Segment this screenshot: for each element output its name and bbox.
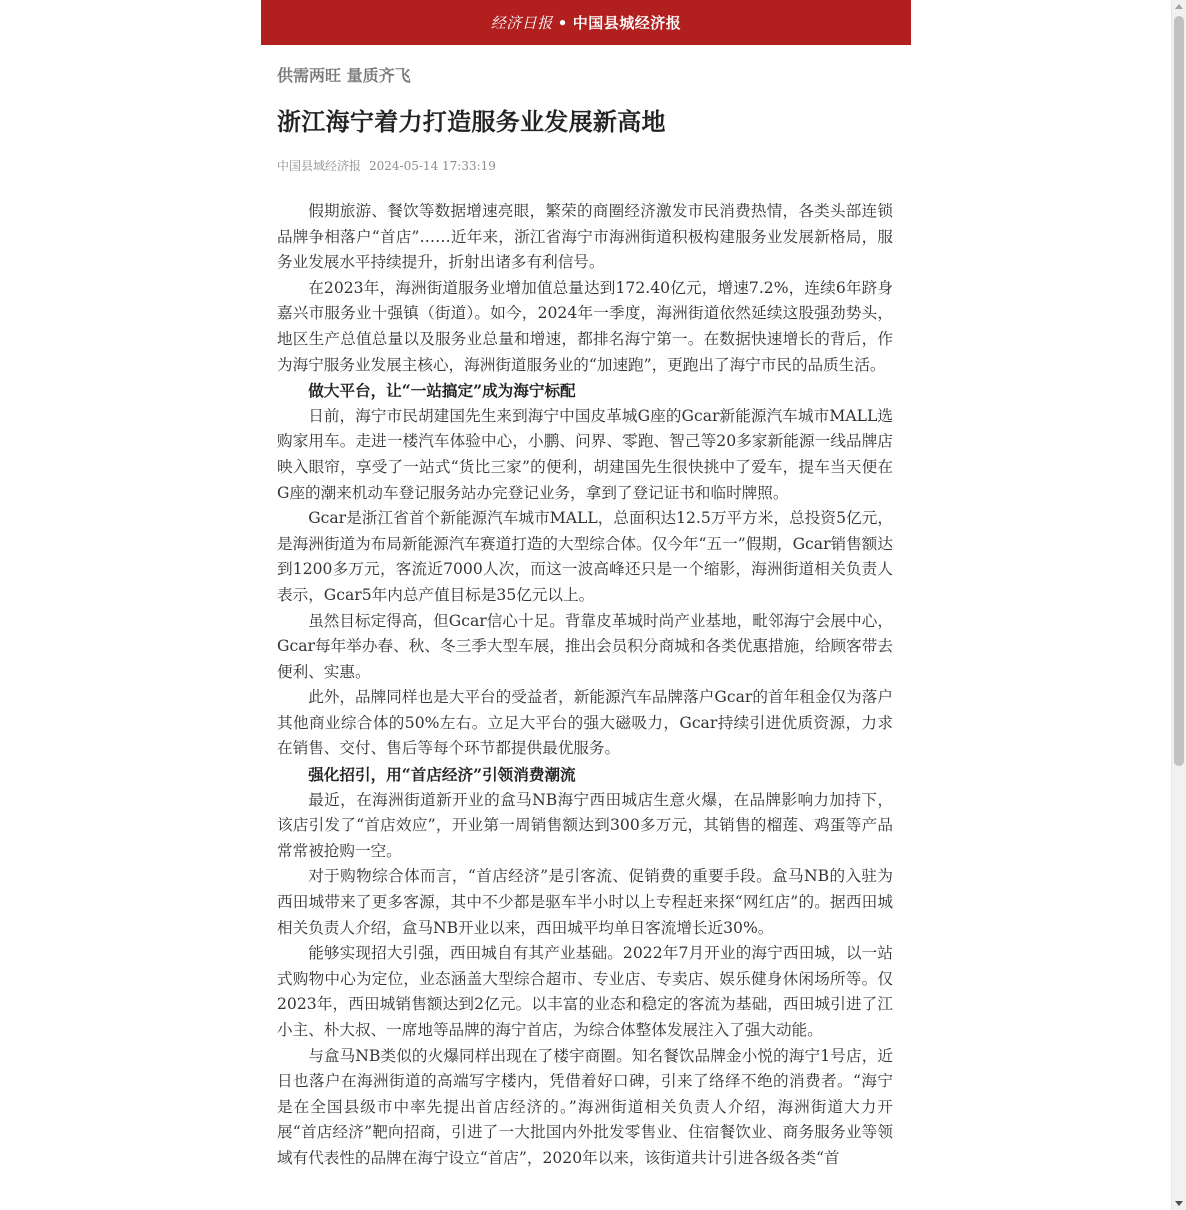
article-paragraph: 对于购物综合体而言，“首店经济”是引客流、促销费的重要手段。盒马NB的入驻为西田城带来了更多客源，其中不少都是驱车半小时以上专程赶来探“网红店”的。据西田城相关负责人介绍，盒马NB开业以来，西田城平均单日客流增长近30%。 [277, 867, 893, 937]
section-heading: 做大平台，让“一站搞定”成为海宁标配 [308, 381, 576, 401]
article-meta [277, 158, 893, 174]
masthead-banner[interactable] [261, 0, 911, 45]
article-paragraph: 虽然目标定得高，但Gcar信心十足。背靠皮革城时尚产业基地，毗邻海宁会展中心，Gcar每年举办春、秋、冬三季大型车展，推出会员积分商城和各类优惠措施，给顾客带去便利、实惠。 [277, 611, 893, 681]
article-paragraph: 最近，在海洲街道新开业的盒马NB海宁西田城店生意火爆，在品牌影响力加持下，该店引发了“首店效应”，开业第一周销售额达到300多万元，其销售的榴莲、鸡蛋等产品常常被抢购一空。 [277, 790, 893, 860]
article-paragraph: 此外，品牌同样也是大平台的受益者，新能源汽车品牌落户Gcar的首年租金仅为落户其他商业综合体的50%左右。立足大平台的强大磁吸力，Gcar持续引进优质资源，力求在销售、交付、售后等每个环节都提供最优服务。 [277, 688, 893, 758]
section-heading: 强化招引，用“首店经济”引领消费潮流 [308, 765, 576, 785]
vertical-scrollbar[interactable] [1171, 0, 1186, 1210]
article [277, 60, 893, 1172]
article-title: 浙江海宁着力打造服务业发展新高地 [277, 107, 666, 136]
article-body [277, 199, 893, 1172]
scroll-up-arrow-icon[interactable] [1175, 4, 1183, 9]
article-paragraph: 在2023年，海洲街道服务业增加值总量达到172.40亿元，增速7.2%，连续6年跻身嘉兴市服务业十强镇（街道）。如今，2024年一季度，海洲街道依然延续这股强劲势头，地区生产总值总量以及服务业总量和增速，都排名海宁第一。在数据快速增长的背后，作为海宁服务业发展主核心，海洲街道服务业的“加速跑”，更跑出了海宁市民的品质生活。 [277, 278, 893, 374]
article-datetime: 2024-05-14 17:33:19 [369, 159, 496, 173]
masthead-separator-dot: • [557, 13, 568, 32]
article-source: 中国县域经济报 [277, 159, 362, 173]
article-paragraph: Gcar是浙江省首个新能源汽车城市MALL，总面积达12.5万平方米，总投资5亿元，是海洲街道为布局新能源汽车赛道打造的大型综合体。仅今年“五一”假期，Gcar销售额达到1200多万元，客流近7000人次，而这一波高峰还只是一个缩影，海洲街道相关负责人表示，Gcar5年内总产值目标是35亿元以上。 [277, 509, 893, 604]
article-subhead: 供需两旺 量质齐飞 [277, 66, 411, 85]
article-paragraph: 假期旅游、餐饮等数据增速亮眼，繁荣的商圈经济激发市民消费热情，各类头部连锁品牌争相落户“首店”……近年来，浙江省海宁市海洲街道积极构建服务业发展新格局，服务业发展水平持续提升，折射出诸多有利信号。 [277, 202, 893, 272]
scrollbar-thumb[interactable] [1174, 16, 1184, 766]
masthead-logo-name: 中国县城经济报 [572, 14, 682, 32]
article-paragraph: 能够实现招大引强，西田城自有其产业基础。2022年7月开业的海宁西田城，以一站式购物中心为定位，业态涵盖大型综合超市、专业店、专卖店、娱乐健身休闲场所等。仅2023年，西田城销售额达到2亿元。以丰富的业态和稳定的客流为基础，西田城引进了江小主、朴大叔、一席地等品牌的海宁首店，为综合体整体发展注入了强大动能。 [277, 944, 893, 1039]
masthead-logo-script: 经济日报 [490, 14, 553, 32]
scroll-down-arrow-icon[interactable] [1175, 1201, 1183, 1206]
article-paragraph: 与盒马NB类似的火爆同样出现在了楼宇商圈。知名餐饮品牌金小悦的海宁1号店，近日也落户在海洲街道的高端写字楼内，凭借着好口碑，引来了络绎不绝的消费者。“海宁是在全国县级市中率先提出首店经济的。”海洲街道相关负责人介绍，海洲街道大力开展“首店经济”靶向招商，引进了一大批国内外批发零售业、住宿餐饮业、商务服务业等领域有代表性的品牌在海宁设立“首店”，2020年以来，该街道共计引进各级各类“首 [277, 1046, 893, 1167]
article-paragraph: 日前，海宁市民胡建国先生来到海宁中国皮革城G座的Gcar新能源汽车城市MALL选购家用车。走进一楼汽车体验中心，小鹏、问界、零跑、智己等20多家新能源一线品牌店映入眼帘，享受了一站式“货比三家”的便利，胡建国先生很快挑中了爱车，提车当天便在G座的潮来机动车登记服务站办完登记业务，拿到了登记证书和临时牌照。 [277, 406, 893, 502]
